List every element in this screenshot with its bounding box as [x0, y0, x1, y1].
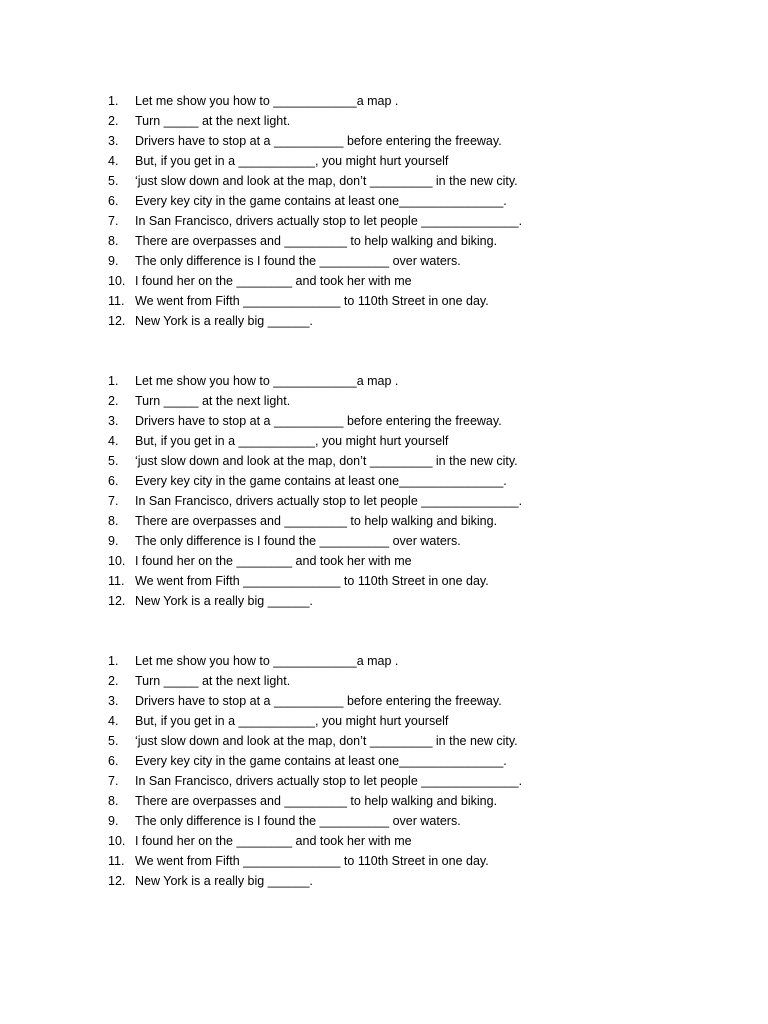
- list-item: [108, 151, 748, 171]
- list-item: [108, 111, 748, 131]
- list-item: [108, 391, 748, 411]
- item-text: Turn _____ at the next light.: [135, 394, 291, 408]
- item-number: 5.: [108, 454, 119, 468]
- item-number: 11.: [108, 294, 125, 308]
- list-item: [108, 231, 748, 251]
- item-text: Let me show you how to ____________a map .: [135, 374, 399, 388]
- list-item: [108, 531, 748, 551]
- item-number: 5.: [108, 174, 119, 188]
- item-number: 10.: [108, 274, 126, 288]
- item-number: 10.: [108, 834, 126, 848]
- item-number: 1.: [108, 94, 119, 108]
- list-item: [108, 771, 748, 791]
- item-text: In San Francisco, drivers actually stop to let people ______________.: [135, 494, 523, 508]
- list-item: [108, 131, 748, 151]
- list-item: [108, 291, 748, 311]
- item-number: 9.: [108, 814, 119, 828]
- item-number: 10.: [108, 554, 126, 568]
- item-text: Turn _____ at the next light.: [135, 114, 291, 128]
- list-item: [108, 191, 748, 211]
- item-number: 4.: [108, 154, 119, 168]
- item-number: 6.: [108, 754, 119, 768]
- item-text: Drivers have to stop at a __________ before entering the freeway.: [135, 414, 502, 428]
- item-text: But, if you get in a ___________, you might hurt yourself: [135, 154, 449, 168]
- item-number: 2.: [108, 674, 119, 688]
- item-text: The only difference is I found the __________ over waters.: [135, 814, 461, 828]
- item-number: 1.: [108, 654, 119, 668]
- item-number: 6.: [108, 194, 119, 208]
- list-item: [108, 811, 748, 831]
- item-number: 5.: [108, 734, 119, 748]
- item-number: 7.: [108, 494, 119, 508]
- item-number: 4.: [108, 434, 119, 448]
- item-text: But, if you get in a ___________, you might hurt yourself: [135, 714, 449, 728]
- list-item: [108, 871, 748, 891]
- item-text: I found her on the ________ and took her with me: [135, 274, 412, 288]
- exercise-list-3: [108, 651, 748, 891]
- item-number: 8.: [108, 234, 119, 248]
- list-item: [108, 731, 748, 751]
- exercise-list-1: [108, 91, 748, 331]
- item-number: 8.: [108, 794, 119, 808]
- item-number: 11.: [108, 854, 125, 868]
- list-item: [108, 791, 748, 811]
- item-number: 12.: [108, 314, 126, 328]
- item-text: Every key city in the game contains at least one_______________.: [135, 754, 507, 768]
- list-item: [108, 211, 748, 231]
- item-text: New York is a really big ______.: [135, 594, 313, 608]
- item-text: Drivers have to stop at a __________ before entering the freeway.: [135, 694, 502, 708]
- list-item: [108, 691, 748, 711]
- item-text: I found her on the ________ and took her with me: [135, 834, 412, 848]
- item-number: 12.: [108, 874, 126, 888]
- list-item: [108, 371, 748, 391]
- item-number: 9.: [108, 254, 119, 268]
- item-number: 12.: [108, 594, 126, 608]
- list-item: [108, 91, 748, 111]
- item-text: I found her on the ________ and took her with me: [135, 554, 412, 568]
- item-text: We went from Fifth ______________ to 110th Street in one day.: [135, 574, 489, 588]
- list-item: [108, 851, 748, 871]
- list-item: [108, 711, 748, 731]
- list-item: [108, 171, 748, 191]
- item-text: ‘just slow down and look at the map, don’t _________ in the new city.: [135, 174, 518, 188]
- item-number: 3.: [108, 414, 119, 428]
- list-item: [108, 271, 748, 291]
- list-item: [108, 671, 748, 691]
- item-text: Let me show you how to ____________a map .: [135, 94, 399, 108]
- item-number: 3.: [108, 134, 119, 148]
- item-text: In San Francisco, drivers actually stop to let people ______________.: [135, 774, 523, 788]
- list-item: [108, 591, 748, 611]
- list-item: [108, 451, 748, 471]
- item-text: There are overpasses and _________ to help walking and biking.: [135, 514, 498, 528]
- item-text: We went from Fifth ______________ to 110th Street in one day.: [135, 854, 489, 868]
- item-number: 3.: [108, 694, 119, 708]
- list-item: [108, 311, 748, 331]
- item-text: Let me show you how to ____________a map .: [135, 654, 399, 668]
- list-item: [108, 571, 748, 591]
- item-text: Drivers have to stop at a __________ before entering the freeway.: [135, 134, 502, 148]
- list-item: [108, 831, 748, 851]
- list-item: [108, 651, 748, 671]
- list-item: [108, 551, 748, 571]
- item-text: The only difference is I found the __________ over waters.: [135, 534, 461, 548]
- exercise-list-2: [108, 371, 748, 611]
- item-number: 8.: [108, 514, 119, 528]
- list-item: [108, 411, 748, 431]
- list-item: [108, 471, 748, 491]
- item-text: In San Francisco, drivers actually stop to let people ______________.: [135, 214, 523, 228]
- item-number: 7.: [108, 214, 119, 228]
- item-text: Every key city in the game contains at least one_______________.: [135, 474, 507, 488]
- item-text: But, if you get in a ___________, you might hurt yourself: [135, 434, 449, 448]
- item-text: The only difference is I found the __________ over waters.: [135, 254, 461, 268]
- item-text: We went from Fifth ______________ to 110th Street in one day.: [135, 294, 489, 308]
- item-number: 1.: [108, 374, 119, 388]
- item-text: Turn _____ at the next light.: [135, 674, 291, 688]
- item-number: 2.: [108, 394, 119, 408]
- item-text: ‘just slow down and look at the map, don’t _________ in the new city.: [135, 454, 518, 468]
- list-item: [108, 251, 748, 271]
- item-text: There are overpasses and _________ to help walking and biking.: [135, 794, 498, 808]
- list-item: [108, 751, 748, 771]
- item-text: ‘just slow down and look at the map, don’t _________ in the new city.: [135, 734, 518, 748]
- item-number: 9.: [108, 534, 119, 548]
- item-number: 7.: [108, 774, 119, 788]
- item-text: Every key city in the game contains at least one_______________.: [135, 194, 507, 208]
- item-number: 2.: [108, 114, 119, 128]
- item-number: 11.: [108, 574, 125, 588]
- item-text: There are overpasses and _________ to help walking and biking.: [135, 234, 498, 248]
- list-item: [108, 431, 748, 451]
- item-number: 4.: [108, 714, 119, 728]
- item-text: New York is a really big ______.: [135, 874, 313, 888]
- list-item: [108, 511, 748, 531]
- list-item: [108, 491, 748, 511]
- item-number: 6.: [108, 474, 119, 488]
- item-text: New York is a really big ______.: [135, 314, 313, 328]
